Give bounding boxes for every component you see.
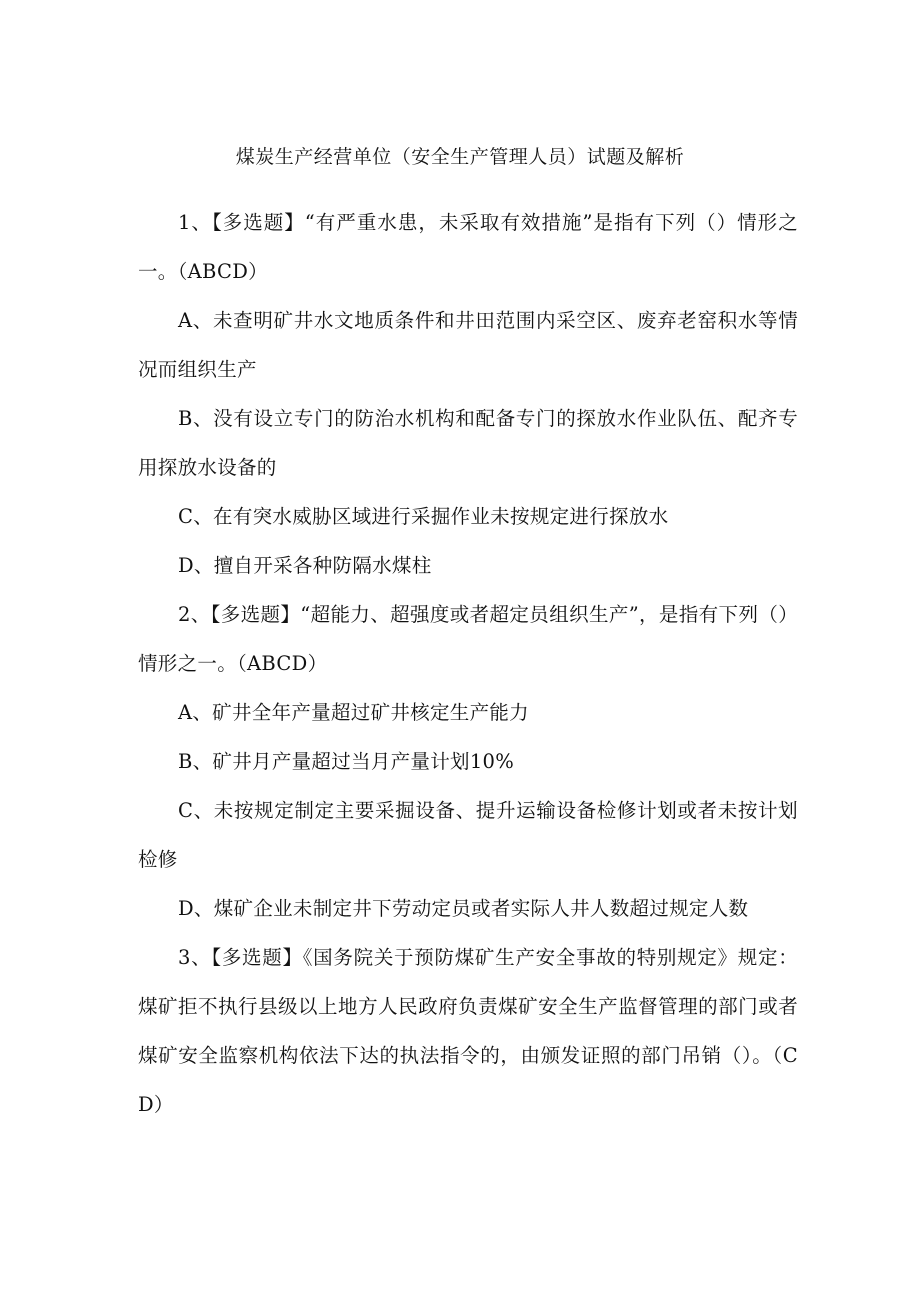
question-2-option-d: D、煤矿企业未制定井下劳动定员或者实际人井人数超过规定人数 — [178, 897, 749, 920]
question-2-option-b: B、矿井月产量超过当月产量计划10% — [178, 750, 515, 773]
question-1-option-b: B、没有设立专门的防治水机构和配备专门的探放水作业队伍、配齐专用探放水设备的 — [138, 407, 798, 479]
document-title: 煤炭生产经营单位（安全生产管理人员）试题及解析 — [235, 146, 685, 168]
question-2-stem: 2、【多选题】“超能力、超强度或者超定员组织生产”，是指有下列（）情形之一。（ABCD） — [138, 603, 798, 675]
question-3-stem: 3、【多选题】《国务院关于预防煤矿生产安全事故的特别规定》规定：煤矿拒不执行县级以上地方人民政府负责煤矿安全生产监督管理的部门或者煤矿安全监察机构依法下达的执法指令的，由颁发证照的部门吊销（）。（CD） — [138, 946, 798, 1116]
document-body — [138, 198, 798, 1129]
question-2-option-c: C、未按规定制定主要采掘设备、提升运输设备检修计划或者未按计划检修 — [138, 799, 798, 871]
question-2-option-a: A、矿井全年产量超过矿井核定生产能力 — [178, 701, 529, 724]
question-1-option-a: A、未查明矿井水文地质条件和井田范围内采空区、废弃老窑积水等情况而组织生产 — [138, 309, 798, 381]
question-1-option-d: D、擅自开采各种防隔水煤柱 — [178, 554, 432, 577]
question-1-option-c: C、在有突水威胁区域进行采掘作业未按规定进行探放水 — [178, 505, 669, 528]
question-1-stem: 1、【多选题】“有严重水患，未采取有效措施”是指有下列（）情形之一。（ABCD） — [138, 211, 798, 283]
